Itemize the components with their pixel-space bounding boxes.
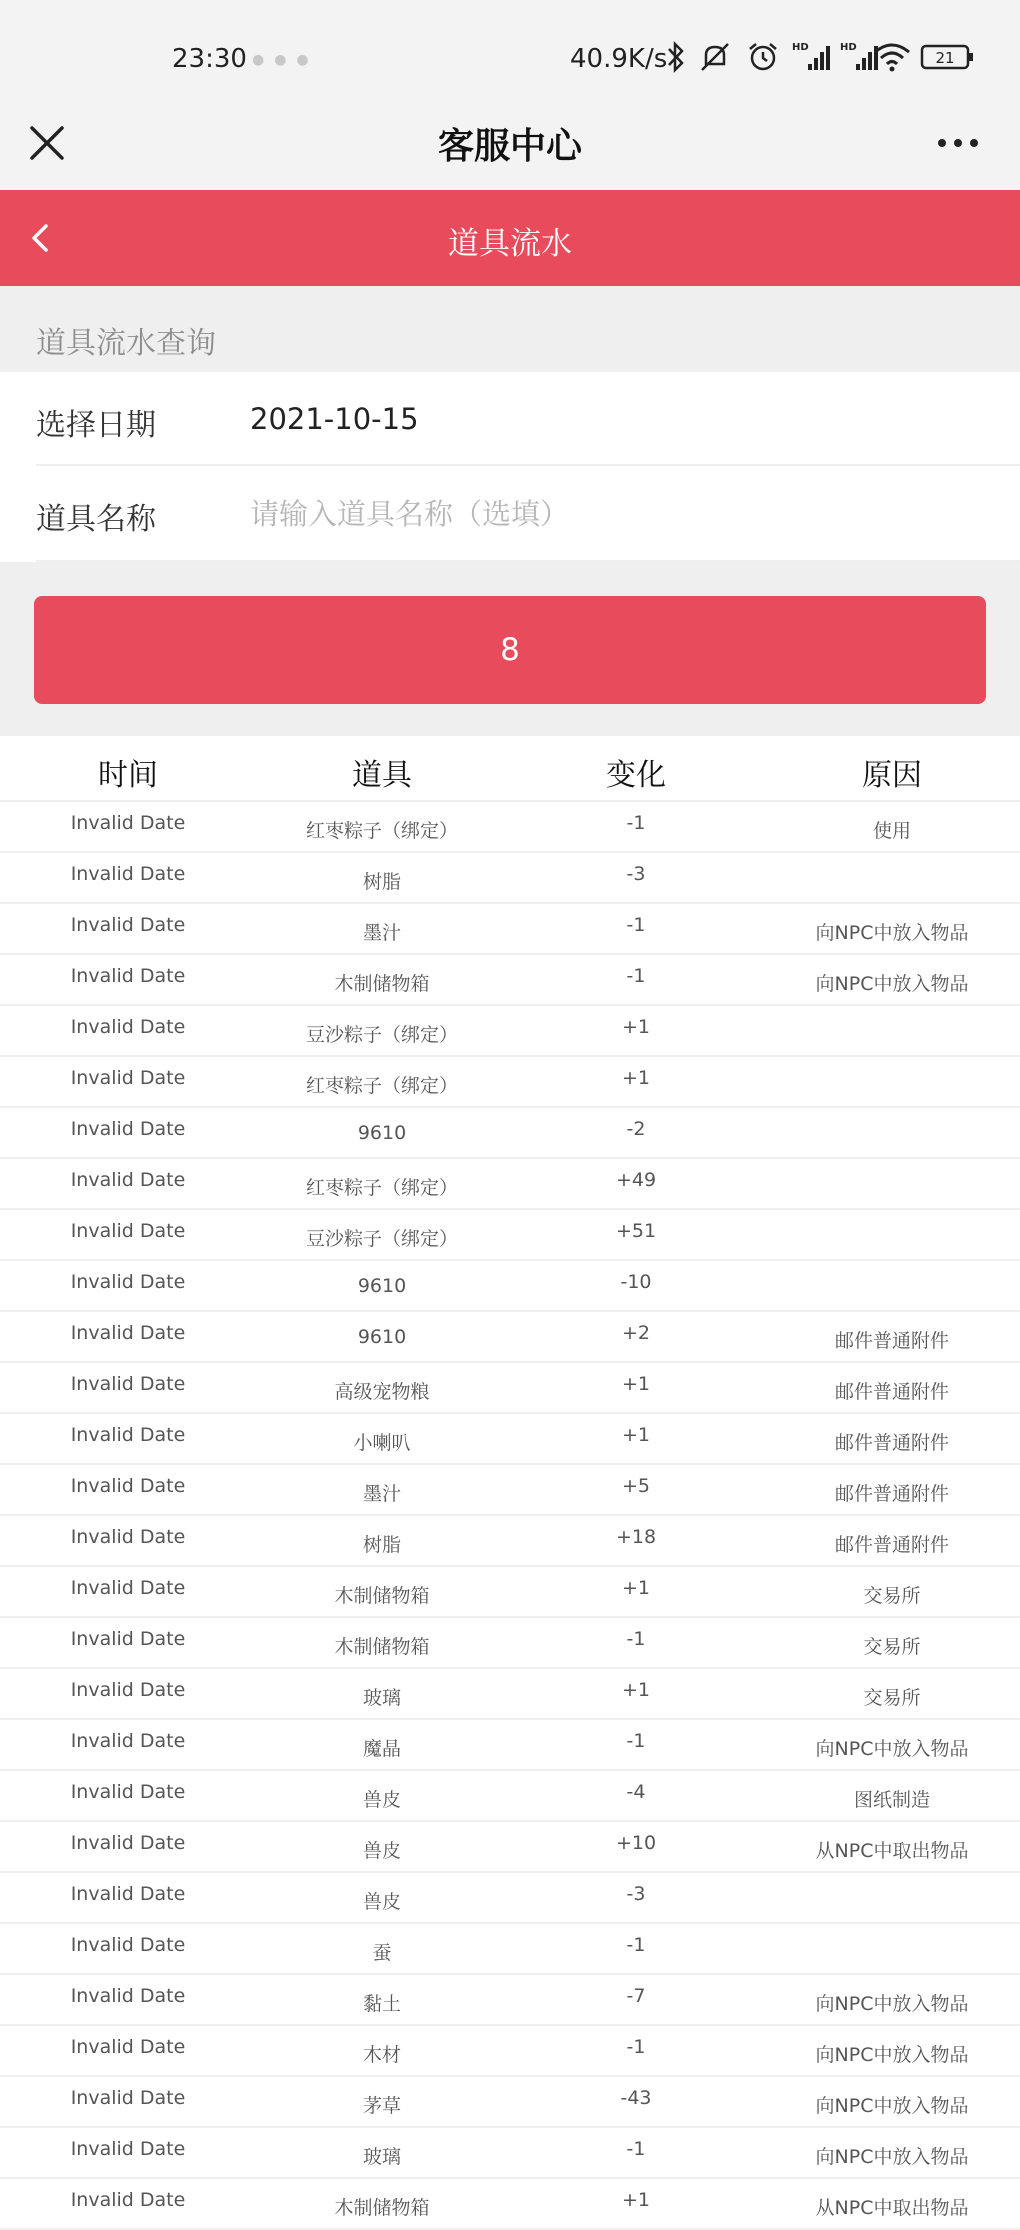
cell-item: 9610 (357, 1122, 407, 1144)
item-name-input[interactable] (250, 486, 970, 542)
cell-reason: 从NPC中取出物品 (815, 2197, 969, 2219)
cell-change: -4 (626, 1781, 646, 1803)
cell-item: 木制储物箱 (334, 1585, 430, 1607)
app-title: 客服中心 (437, 126, 582, 167)
cell-reason: 邮件普通附件 (834, 1330, 949, 1352)
cell-change: +1 (621, 1679, 650, 1701)
table-row (0, 2179, 1020, 2230)
table-row (0, 1567, 1020, 1618)
cell-item: 木材 (362, 2044, 401, 2066)
battery-icon (920, 40, 976, 74)
cell-item: 红枣粽子（绑定） (305, 1177, 458, 1199)
cell-time: Invalid Date (70, 1883, 186, 1905)
table-row (0, 1975, 1020, 2026)
cell-change: -1 (626, 2138, 646, 2160)
cell-item: 墨汁 (362, 1483, 401, 1505)
cell-item: 树脂 (362, 871, 401, 893)
cell-time: Invalid Date (70, 1730, 186, 1752)
cell-change: +1 (621, 1067, 650, 1089)
cell-reason: 邮件普通附件 (834, 1534, 949, 1556)
more-icon (930, 120, 990, 166)
cell-change: -43 (620, 2087, 652, 2109)
cell-reason: 交易所 (863, 1636, 921, 1658)
cell-change: -2 (626, 1118, 646, 1140)
close-button[interactable] (24, 120, 70, 166)
cell-item: 9610 (357, 1275, 407, 1297)
cell-reason: 向NPC中放入物品 (815, 2146, 969, 2168)
alarm-icon (746, 40, 780, 74)
table-header (0, 736, 1020, 802)
table-row (0, 853, 1020, 904)
cell-time: Invalid Date (70, 1271, 186, 1293)
cell-item: 兽皮 (362, 1891, 401, 1913)
cell-time: Invalid Date (70, 2189, 186, 2211)
cell-time: Invalid Date (70, 1526, 186, 1548)
cell-item: 木制储物箱 (334, 973, 430, 995)
table-row (0, 1159, 1020, 1210)
cell-item: 高级宠物粮 (334, 1381, 430, 1403)
cell-change: -1 (626, 965, 646, 987)
cell-reason: 使用 (872, 820, 911, 842)
cell-change: +2 (621, 1322, 650, 1344)
svg-text:HD: HD (792, 42, 809, 53)
cell-time: Invalid Date (70, 965, 186, 987)
cell-time: Invalid Date (70, 863, 186, 885)
table-row (0, 1057, 1020, 1108)
table-row (0, 1771, 1020, 1822)
cell-time: Invalid Date (70, 1220, 186, 1242)
cell-time: Invalid Date (70, 1169, 186, 1191)
cell-item: 树脂 (362, 1534, 401, 1556)
table-row (0, 2026, 1020, 2077)
network-speed: 40.9K/s (570, 44, 668, 74)
cell-item: 豆沙粽子（绑定） (305, 1228, 458, 1250)
cell-reason: 邮件普通附件 (834, 1483, 949, 1505)
cell-change: -1 (626, 1934, 646, 1956)
cell-item: 墨汁 (362, 922, 401, 944)
cell-reason: 图纸制造 (853, 1789, 930, 1811)
table-row (0, 1414, 1020, 1465)
cell-reason: 邮件普通附件 (834, 1432, 949, 1454)
cell-change: -1 (626, 812, 646, 834)
wifi-icon (872, 40, 912, 74)
date-row (0, 372, 1020, 466)
cell-time: Invalid Date (70, 1781, 186, 1803)
column-header-item: 道具 (352, 758, 412, 793)
status-bar (0, 0, 1020, 100)
item-name-label: 道具名称 (36, 502, 156, 537)
cell-change: +49 (615, 1169, 657, 1191)
table-row (0, 955, 1020, 1006)
cell-time: Invalid Date (70, 812, 186, 834)
table-row (0, 1210, 1020, 1261)
cell-reason: 向NPC中放入物品 (815, 1738, 969, 1760)
table-body (0, 802, 1020, 2230)
cell-reason: 交易所 (863, 1687, 921, 1709)
cell-change: -1 (626, 2036, 646, 2058)
cell-item: 兽皮 (362, 1789, 401, 1811)
table-row (0, 2128, 1020, 2179)
table-row (0, 1720, 1020, 1771)
cell-item: 小喇叭 (353, 1432, 411, 1454)
date-label: 选择日期 (36, 408, 156, 443)
item-name-row (0, 466, 1020, 562)
svg-text:HD: HD (840, 42, 857, 53)
table-row (0, 1924, 1020, 1975)
cell-time: Invalid Date (70, 1067, 186, 1089)
cell-change: +10 (615, 1832, 657, 1854)
cell-change: -10 (620, 1271, 652, 1293)
cell-change: +1 (621, 1016, 650, 1038)
mute-icon (698, 40, 732, 74)
cell-change: -3 (626, 863, 646, 885)
table-row (0, 904, 1020, 955)
query-button-area (0, 562, 1020, 736)
page-title: 道具流水 (448, 226, 572, 262)
cell-item: 魔晶 (362, 1738, 401, 1760)
cell-item: 木制储物箱 (334, 1636, 430, 1658)
cell-time: Invalid Date (70, 2138, 186, 2160)
page-header (0, 190, 1020, 286)
column-header-reason: 原因 (862, 758, 922, 793)
column-header-time: 时间 (98, 758, 158, 793)
cell-change: -1 (626, 1628, 646, 1650)
app-title-bar (0, 100, 1020, 190)
cell-reason: 交易所 (863, 1585, 921, 1607)
cell-time: Invalid Date (70, 1475, 186, 1497)
table-row (0, 1465, 1020, 1516)
cell-time: Invalid Date (70, 1985, 186, 2007)
query-button[interactable]: 8 (34, 596, 986, 704)
item-log-table (0, 736, 1020, 2230)
cell-item: 玻璃 (362, 2146, 401, 2168)
cell-change: -7 (626, 1985, 646, 2007)
cell-item: 红枣粽子（绑定） (305, 1075, 458, 1097)
cell-time: Invalid Date (70, 1016, 186, 1038)
cell-item: 茅草 (362, 2095, 401, 2117)
cell-time: Invalid Date (70, 1628, 186, 1650)
cell-change: +18 (615, 1526, 657, 1548)
cell-time: Invalid Date (70, 1934, 186, 1956)
cell-reason: 向NPC中放入物品 (815, 2095, 969, 2117)
cell-time: Invalid Date (70, 2036, 186, 2058)
table-row (0, 802, 1020, 853)
cell-change: +1 (621, 2189, 650, 2211)
table-row (0, 1261, 1020, 1312)
table-row (0, 1108, 1020, 1159)
cell-reason: 向NPC中放入物品 (815, 2044, 969, 2066)
cell-change: +5 (621, 1475, 650, 1497)
cell-reason: 从NPC中取出物品 (815, 1840, 969, 1862)
column-header-change: 变化 (606, 758, 666, 793)
cell-item: 玻璃 (362, 1687, 401, 1709)
table-row (0, 1873, 1020, 1924)
cell-change: +1 (621, 1577, 650, 1599)
cell-change: +1 (621, 1424, 650, 1446)
bluetooth-icon (666, 40, 686, 74)
table-row (0, 1363, 1020, 1414)
more-options-button[interactable] (930, 120, 990, 166)
cell-reason: 邮件普通附件 (834, 1381, 949, 1403)
cell-time: Invalid Date (70, 2087, 186, 2109)
close-icon (24, 120, 70, 166)
date-picker[interactable]: 2021-10-15 (250, 402, 419, 436)
cell-reason: 向NPC中放入物品 (815, 922, 969, 944)
cell-time: Invalid Date (70, 1577, 186, 1599)
cell-item: 兽皮 (362, 1840, 401, 1862)
table-row (0, 1312, 1020, 1363)
cell-item: 红枣粽子（绑定） (305, 820, 458, 842)
notification-icons: ●●● (252, 52, 319, 68)
cell-time: Invalid Date (70, 1373, 186, 1395)
cell-item: 豆沙粽子（绑定） (305, 1024, 458, 1046)
cell-change: -1 (626, 914, 646, 936)
cell-change: +51 (615, 1220, 657, 1242)
battery-level: 21 (935, 49, 955, 67)
cell-time: Invalid Date (70, 1322, 186, 1344)
cell-change: -3 (626, 1883, 646, 1905)
cell-time: Invalid Date (70, 914, 186, 936)
status-time: 23:30 (172, 44, 247, 74)
cell-time: Invalid Date (70, 1118, 186, 1140)
cell-item: 黏土 (362, 1993, 401, 2015)
status-icons (666, 40, 976, 76)
cell-reason: 向NPC中放入物品 (815, 973, 969, 995)
cell-item: 9610 (357, 1326, 407, 1348)
cell-time: Invalid Date (70, 1424, 186, 1446)
table-row (0, 1618, 1020, 1669)
table-row (0, 1669, 1020, 1720)
hd-signal-icon (792, 40, 832, 74)
cell-change: +1 (621, 1373, 650, 1395)
cell-time: Invalid Date (70, 1832, 186, 1854)
table-row (0, 1822, 1020, 1873)
cell-item: 蚕 (372, 1942, 392, 1964)
cell-time: Invalid Date (70, 1679, 186, 1701)
table-row (0, 1006, 1020, 1057)
cell-reason: 向NPC中放入物品 (815, 1993, 969, 2015)
table-row (0, 2077, 1020, 2128)
cell-item: 木制储物箱 (334, 2197, 430, 2219)
section-label: 道具流水查询 (36, 326, 216, 361)
cell-change: -1 (626, 1730, 646, 1752)
table-row (0, 1516, 1020, 1567)
query-section-header (0, 286, 1020, 372)
